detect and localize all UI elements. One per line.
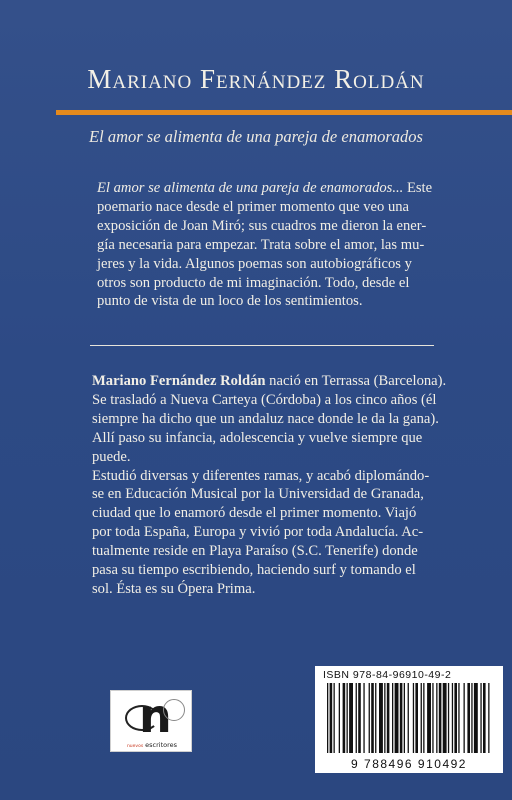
bio-line: tualmente reside en Playa Paraíso (S.C. Tenerife) donde bbox=[92, 543, 418, 560]
bio-first-line-rest: nació en Terrassa (Barcelona). bbox=[265, 373, 447, 389]
description-quote: El amor se alimenta de una pareja de enamorados... bbox=[97, 180, 404, 196]
description-line: punto de vista de un loco de los sentimientos. bbox=[97, 293, 363, 310]
logo-word: escritores bbox=[145, 741, 178, 749]
isbn-label: ISBN 978-84-96910-49-2 bbox=[323, 669, 452, 681]
author-title: Mariano Fernández Roldán bbox=[87, 64, 425, 94]
bio-line: ciudad que lo enamoró desde el primer momento. Viajó bbox=[92, 505, 417, 522]
logo-circle-icon bbox=[163, 699, 185, 721]
bio-line bbox=[92, 372, 447, 391]
description-quote-rest: Este bbox=[403, 180, 433, 196]
author-biography bbox=[92, 372, 447, 599]
bio-line: Estudió diversas y diferentes ramas, y acabó diplomándo- bbox=[92, 467, 430, 484]
logo-letter: n bbox=[139, 689, 172, 743]
bio-line: siempre ha dicho que un andaluz nace donde le da la gana). bbox=[92, 410, 439, 427]
bio-line: Se trasladó a Nueva Carteya (Córdoba) a los cinco años (él bbox=[92, 391, 437, 408]
description-line: poemario nace desde el primer momento que veo una bbox=[97, 198, 410, 215]
barcode-icon bbox=[327, 683, 491, 753]
barcode-number: 9 788496 910492 bbox=[351, 757, 467, 771]
book-subtitle: El amor se alimenta de una pareja de enamorados bbox=[89, 127, 423, 146]
isbn-barcode-box bbox=[315, 666, 503, 773]
description-line bbox=[97, 179, 435, 198]
description-line: jeres y la vida. Algunos poemas son autobiográficos y bbox=[97, 255, 412, 272]
logo-caption bbox=[117, 741, 187, 749]
bio-line: puede. bbox=[92, 448, 131, 465]
bio-line: Allí paso su infancia, adolescencia y vuelve siempre que bbox=[92, 429, 423, 446]
description-line: gía necesaria para empezar. Trata sobre el amor, las mu- bbox=[97, 236, 425, 253]
bio-line: por toda España, Europa y vivió por toda Andalucía. Ac- bbox=[92, 524, 424, 541]
orange-divider bbox=[56, 110, 512, 115]
bio-line: se en Educación Musical por la Universidad de Granada, bbox=[92, 486, 424, 503]
description-line: otros son producto de mi imaginación. Todo, desde el bbox=[97, 274, 410, 291]
book-description bbox=[97, 179, 435, 311]
logo-small-word: nuevos bbox=[126, 744, 144, 749]
description-line: exposición de Joan Miró; sus cuadros me dieron la ener- bbox=[97, 217, 427, 234]
publisher-logo bbox=[110, 690, 192, 752]
bio-author-name: Mariano Fernández Roldán bbox=[92, 373, 266, 389]
thin-divider bbox=[90, 345, 434, 346]
bio-line: sol. Ésta es su Ópera Prima. bbox=[92, 580, 256, 597]
bio-line: pasa su tiempo escribiendo, haciendo surf y tomando el bbox=[92, 562, 416, 579]
